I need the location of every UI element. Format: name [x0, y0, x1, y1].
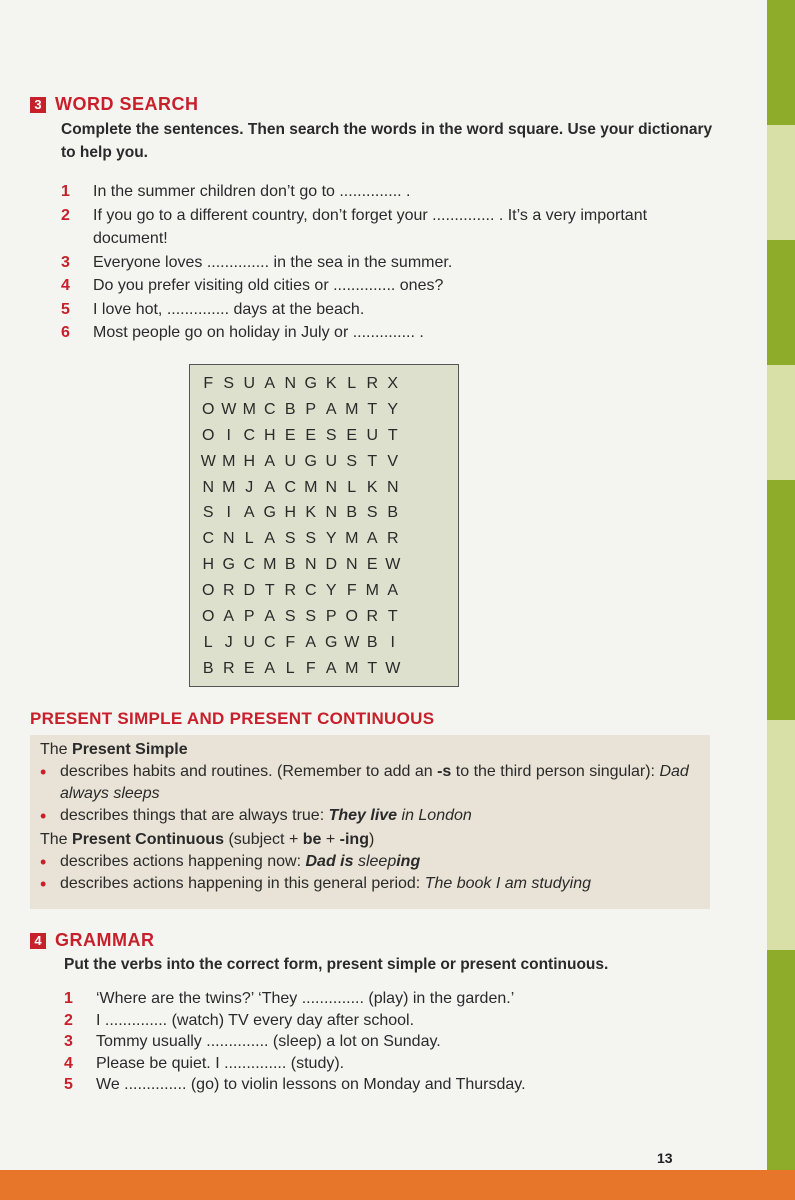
word-search-letter[interactable]: M [345, 530, 359, 548]
word-search-letter[interactable]: N [222, 530, 235, 548]
section4-instruction: Put the verbs into the correct form, present simple or present continuous. [64, 956, 609, 973]
section3-number: 3 [30, 97, 46, 113]
word-search-letter[interactable]: T [387, 607, 398, 625]
word-search-letter[interactable]: I [390, 633, 395, 651]
word-search-letter[interactable]: A [264, 452, 276, 470]
word-search-letter[interactable]: K [305, 504, 317, 522]
question-item [64, 988, 724, 1010]
word-search-letter[interactable]: S [223, 374, 235, 392]
question-text: Everyone loves .............. in the sea in the summer. [93, 253, 453, 271]
word-search-letter[interactable]: N [202, 478, 215, 496]
word-search-letter[interactable]: A [223, 607, 235, 625]
word-search-letter[interactable]: T [367, 452, 378, 470]
word-search-letter[interactable]: H [263, 426, 276, 444]
word-search-letter[interactable]: U [284, 452, 297, 470]
question-item [61, 274, 721, 298]
word-search-letter[interactable]: B [387, 504, 399, 522]
question-text: Do you prefer visiting old cities or .............. ones? [93, 277, 444, 294]
word-search-letter[interactable]: A [325, 659, 337, 677]
word-search-row [198, 630, 452, 656]
word-search-letter[interactable]: V [387, 452, 399, 470]
present-simple-heading: The Present Simple [40, 741, 188, 758]
word-search-letter[interactable]: P [305, 400, 317, 418]
question-item [64, 1031, 724, 1053]
question-item [64, 1010, 724, 1032]
side-decor-segment [767, 240, 795, 365]
word-search-letter[interactable]: N [386, 478, 399, 496]
bullet-icon: • [40, 852, 47, 872]
present-simple-bullet: • describes things that are always true: They live in London [40, 806, 472, 826]
word-search-letter[interactable]: W [344, 633, 360, 651]
question-number: 5 [61, 300, 70, 318]
word-search-letter[interactable]: R [284, 582, 297, 600]
question-number: 4 [61, 277, 70, 294]
word-search-letter[interactable]: G [325, 633, 338, 651]
section3-questions [61, 180, 721, 345]
present-simple-bullet: • describes habits and routines. (Remember to add an -s to the third person singular): Dad always sleeps [40, 761, 710, 805]
word-search-letter[interactable]: J [245, 478, 254, 496]
word-search-letter[interactable]: M [365, 582, 379, 600]
section4-header [30, 930, 155, 951]
word-search-letter[interactable]: N [325, 478, 338, 496]
question-text: We .............. (go) to violin lessons on Monday and Thursday. [96, 1076, 526, 1093]
word-search-letter[interactable]: C [202, 530, 215, 548]
word-search-letter[interactable]: K [366, 478, 378, 496]
word-search-letter[interactable]: U [243, 633, 256, 651]
word-search-letter[interactable]: H [202, 556, 215, 574]
question-number: 1 [61, 183, 70, 200]
word-search-row [198, 475, 452, 501]
word-search-letter[interactable]: M [222, 452, 236, 470]
word-search-letter[interactable]: O [202, 607, 215, 625]
question-number: 5 [64, 1076, 73, 1093]
page-number: 13 [657, 1150, 673, 1166]
word-search-letter[interactable]: A [264, 607, 276, 625]
bullet-icon: • [40, 762, 47, 782]
question-number: 3 [61, 253, 70, 271]
word-search-letter[interactable]: Y [387, 400, 399, 418]
word-search-letter[interactable]: W [385, 659, 401, 677]
word-search-letter[interactable]: S [325, 426, 337, 444]
word-search-letter[interactable]: M [263, 556, 277, 574]
word-search-letter[interactable]: T [367, 659, 378, 677]
word-search-letter[interactable]: R [222, 659, 235, 677]
question-number: 2 [61, 206, 70, 224]
question-number: 1 [64, 990, 73, 1007]
word-search-letter[interactable]: S [366, 504, 378, 522]
question-item [61, 204, 721, 251]
word-search-letter[interactable]: J [224, 633, 233, 651]
question-number: 4 [64, 1054, 73, 1072]
word-search-letter[interactable]: C [284, 478, 297, 496]
word-search-row [198, 371, 452, 397]
word-search-letter[interactable]: D [325, 556, 338, 574]
section3-header [30, 94, 199, 115]
side-decor-segment [767, 0, 795, 125]
word-search-letter[interactable]: S [284, 530, 296, 548]
word-search-letter[interactable]: U [243, 374, 256, 392]
question-text: ‘Where are the twins?’ ‘They .............. (play) in the garden.’ [96, 990, 515, 1007]
word-search-letter[interactable]: B [366, 633, 378, 651]
word-search-letter[interactable]: O [345, 607, 358, 625]
question-text: Please be quiet. I .............. (study). [96, 1054, 345, 1072]
bottom-decor-band [0, 1170, 795, 1200]
present-continuous-bullet: • describes actions happening in this general period: The book I am studying [40, 874, 591, 894]
question-item [61, 321, 721, 345]
word-search-letter[interactable]: O [202, 400, 215, 418]
word-search-letter[interactable]: K [325, 374, 337, 392]
word-search-letter[interactable]: E [366, 556, 378, 574]
present-continuous-heading: The Present Continuous (subject + be + -ing) [40, 831, 375, 848]
word-search-letter[interactable]: I [226, 504, 231, 522]
word-search-letter[interactable]: N [325, 504, 338, 522]
word-search-row [198, 397, 452, 423]
question-text: If you go to a different country, don’t forget your .............. . It’s a very important document! [93, 206, 648, 247]
word-search-letter[interactable]: R [222, 582, 235, 600]
word-search-letter[interactable]: E [284, 426, 296, 444]
grammar-box-title: PRESENT SIMPLE AND PRESENT CONTINUOUS [30, 709, 435, 728]
word-search-letter[interactable]: M [242, 400, 256, 418]
word-search-letter[interactable]: C [304, 582, 317, 600]
word-search-letter[interactable]: A [366, 530, 378, 548]
word-search-letter[interactable]: O [202, 426, 215, 444]
word-search-letter[interactable]: C [263, 633, 276, 651]
question-item [61, 180, 721, 204]
word-search-letter[interactable]: E [346, 426, 358, 444]
word-search-letter[interactable]: H [243, 452, 256, 470]
word-search-letter[interactable]: G [304, 374, 317, 392]
question-item [64, 1053, 724, 1075]
word-search-row [198, 500, 452, 526]
word-search-letter[interactable]: D [243, 582, 256, 600]
word-search-letter[interactable]: A [264, 478, 276, 496]
word-search-letter[interactable]: A [264, 659, 276, 677]
word-search-letter[interactable]: G [263, 504, 276, 522]
word-search-letter[interactable]: W [200, 452, 216, 470]
word-search-letter[interactable]: Y [325, 582, 337, 600]
word-search-letter[interactable]: R [366, 607, 379, 625]
word-search-letter[interactable]: M [304, 478, 318, 496]
word-search-letter[interactable]: T [387, 426, 398, 444]
word-search-letter[interactable]: T [264, 582, 275, 600]
word-search-letter[interactable]: E [305, 426, 317, 444]
word-search-letter[interactable]: R [386, 530, 399, 548]
word-search-letter[interactable]: M [345, 400, 359, 418]
word-search-letter[interactable]: P [325, 607, 337, 625]
word-search-letter[interactable]: O [202, 582, 215, 600]
word-search-letter[interactable]: A [305, 633, 317, 651]
question-number: 6 [61, 324, 70, 341]
word-search-row [198, 552, 452, 578]
word-search-letter[interactable]: L [285, 659, 295, 677]
word-search-letter[interactable]: U [325, 452, 338, 470]
word-search-letter[interactable]: F [203, 374, 214, 392]
word-search-letter[interactable]: A [387, 582, 399, 600]
word-search-letter[interactable]: A [243, 504, 255, 522]
side-decor-segment [767, 950, 795, 1170]
word-search-letter[interactable]: W [221, 400, 237, 418]
section4-questions [64, 988, 724, 1096]
section4-number: 4 [30, 933, 46, 949]
word-search-letter[interactable]: B [284, 556, 296, 574]
question-text: Tommy usually .............. (sleep) a lot on Sunday. [96, 1033, 441, 1050]
word-search-letter[interactable]: T [367, 400, 378, 418]
word-search-row [198, 526, 452, 552]
bullet-icon: • [40, 874, 47, 894]
word-search-grid [189, 364, 459, 687]
word-search-letter[interactable]: C [243, 556, 256, 574]
question-text: Most people go on holiday in July or .............. . [93, 324, 424, 341]
question-text: I love hot, .............. days at the beach. [93, 300, 365, 318]
question-text: I .............. (watch) TV every day after school. [96, 1011, 415, 1029]
word-search-letter[interactable]: L [347, 478, 357, 496]
grammar-box [30, 735, 710, 909]
word-search-letter[interactable]: A [264, 374, 276, 392]
word-search-letter[interactable]: M [222, 478, 236, 496]
word-search-row [198, 578, 452, 604]
word-search-letter[interactable]: A [264, 530, 276, 548]
word-search-letter[interactable]: W [385, 556, 401, 574]
word-search-letter[interactable]: A [325, 400, 337, 418]
word-search-letter[interactable]: S [305, 607, 317, 625]
word-search-letter[interactable]: R [366, 374, 379, 392]
word-search-letter[interactable]: L [244, 530, 254, 548]
word-search-letter[interactable]: S [202, 504, 214, 522]
word-search-letter[interactable]: P [243, 607, 255, 625]
word-search-letter[interactable]: L [347, 374, 357, 392]
word-search-letter[interactable]: X [387, 374, 399, 392]
word-search-letter[interactable]: U [366, 426, 379, 444]
word-search-letter[interactable]: F [285, 633, 296, 651]
question-item [64, 1074, 724, 1096]
question-item [61, 251, 721, 275]
word-search-row [198, 449, 452, 475]
bullet-icon: • [40, 806, 47, 826]
word-search-letter[interactable]: N [345, 556, 358, 574]
word-search-letter[interactable]: G [222, 556, 235, 574]
question-number: 3 [64, 1033, 73, 1050]
word-search-letter[interactable]: S [305, 530, 317, 548]
word-search-letter[interactable]: C [263, 400, 276, 418]
word-search-letter[interactable]: E [243, 659, 255, 677]
word-search-row [198, 656, 452, 682]
word-search-letter[interactable]: I [226, 426, 231, 444]
word-search-letter[interactable]: M [345, 659, 359, 677]
section3-title: WORD SEARCH [55, 94, 199, 114]
word-search-letter[interactable]: B [202, 659, 214, 677]
word-search-letter[interactable]: F [346, 582, 357, 600]
word-search-letter[interactable]: S [284, 607, 296, 625]
section4-title: GRAMMAR [55, 930, 155, 950]
side-decor-segment [767, 480, 795, 720]
word-search-letter[interactable]: C [243, 426, 256, 444]
word-search-row [198, 423, 452, 449]
word-search-letter[interactable]: L [203, 633, 213, 651]
word-search-letter[interactable]: B [284, 400, 296, 418]
word-search-letter[interactable]: S [346, 452, 358, 470]
word-search-letter[interactable]: Y [325, 530, 337, 548]
question-number: 2 [64, 1011, 73, 1029]
present-continuous-bullet: • describes actions happening now: Dad is sleeping [40, 852, 421, 872]
word-search-letter[interactable]: F [305, 659, 316, 677]
word-search-letter[interactable]: N [284, 374, 297, 392]
section3-instruction: Complete the sentences. Then search the words in the word square. Use your dictionary to help you. [61, 121, 713, 161]
word-search-letter[interactable]: B [346, 504, 358, 522]
word-search-letter[interactable]: G [304, 452, 317, 470]
word-search-letter[interactable]: N [304, 556, 317, 574]
question-item [61, 298, 721, 322]
word-search-letter[interactable]: H [284, 504, 297, 522]
question-text: In the summer children don’t go to .............. . [93, 183, 411, 200]
word-search-row [198, 604, 452, 630]
